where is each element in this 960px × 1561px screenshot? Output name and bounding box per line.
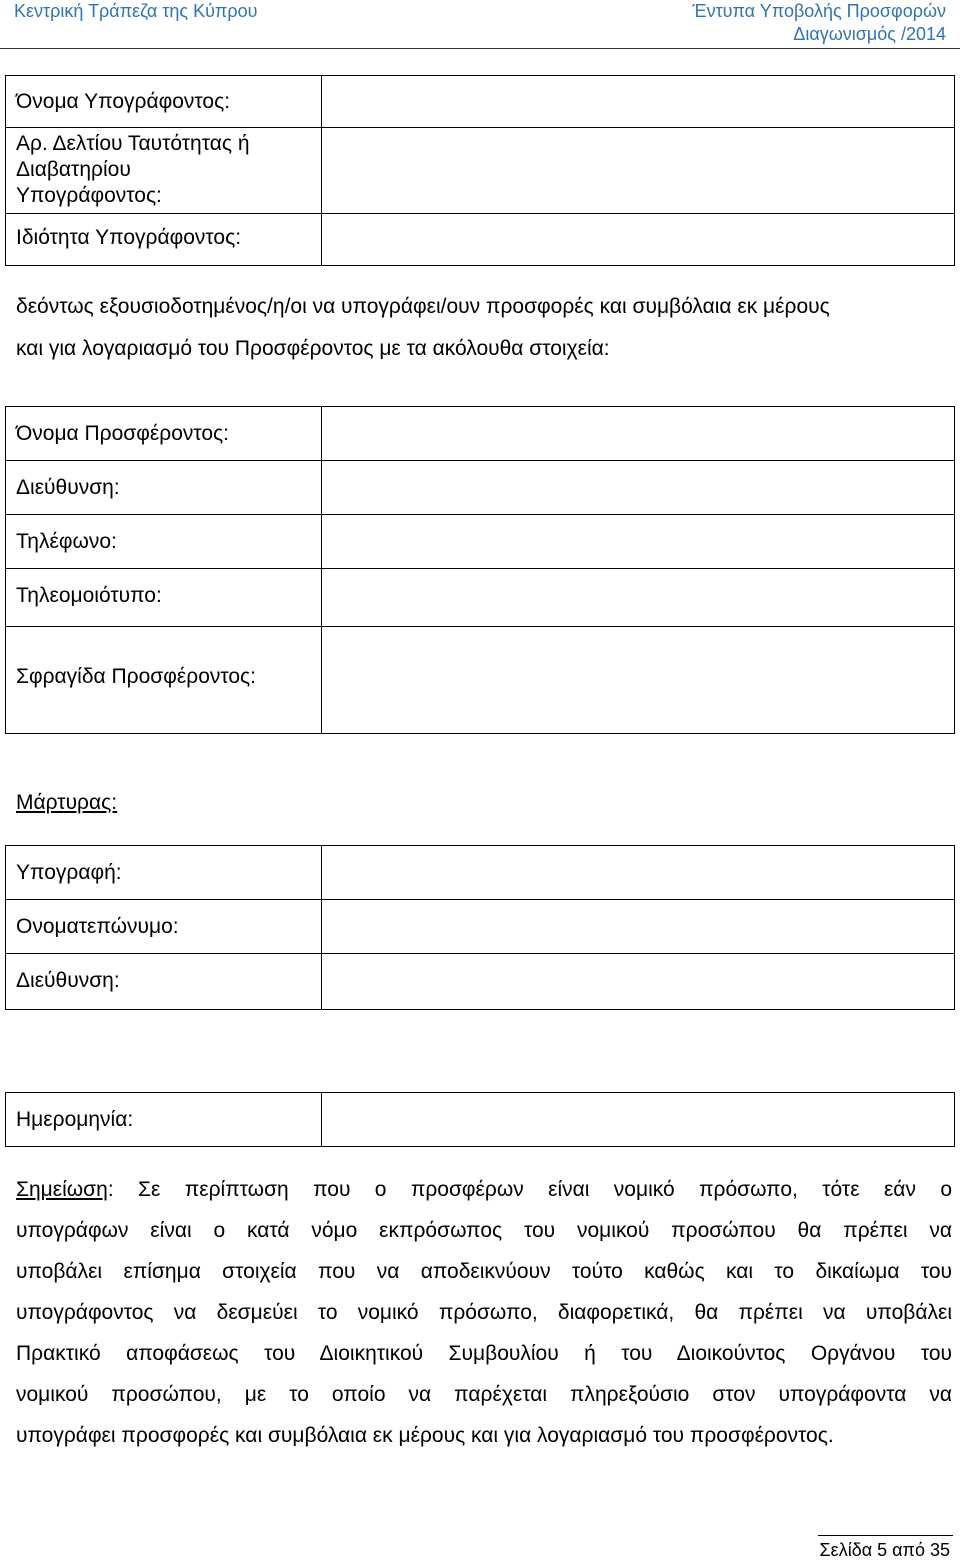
- signatory-table: [5, 75, 955, 266]
- page-number: Σελίδα 5 από 35: [819, 1540, 950, 1560]
- signatory-id-line1: Αρ. Δελτίου Ταυτότητας ή: [16, 132, 250, 155]
- date-table: [5, 1092, 955, 1147]
- bidder-stamp-label: [6, 627, 322, 734]
- witness-signature-field[interactable]: [322, 846, 955, 900]
- bidder-name-label: [6, 407, 322, 461]
- bidder-table: [5, 406, 955, 734]
- note-line-7: υπογράφει προσφορές και συμβόλαια εκ μέρους και για λογαριασμό του προσφέροντος.: [16, 1424, 834, 1447]
- note-line-1: [16, 1169, 952, 1210]
- date-label: [6, 1093, 322, 1147]
- bidder-fax-label: [6, 569, 322, 627]
- witness-table: [5, 845, 955, 1010]
- signatory-id-line3: Υπογράφοντος:: [16, 184, 162, 207]
- signatory-capacity-field[interactable]: [322, 214, 955, 266]
- note-line-4: υπογράφοντος να δεσμεύει το νομικό πρόσωπο, διαφορετικά, θα πρέπει να υποβάλει: [16, 1301, 952, 1324]
- bidder-address-text: Διεύθυνση:: [16, 476, 120, 499]
- signatory-id-label: [6, 128, 322, 214]
- witness-fullname-text: Ονοματεπώνυμο:: [16, 915, 179, 938]
- signatory-id-line2: Διαβατηρίου: [16, 158, 131, 181]
- witness-address-field[interactable]: [322, 954, 955, 1010]
- bidder-phone-label: [6, 515, 322, 569]
- bidder-phone-text: Τηλέφωνο:: [16, 530, 117, 553]
- header-document-title: Έντυπα Υποβολής Προσφορών: [692, 1, 946, 21]
- bidder-stamp-text: Σφραγίδα Προσφέροντος:: [16, 665, 257, 688]
- note-line-2: υπογράφων είναι ο κατά νόμο εκπρόσωπος του νομικού προσώπου θα πρέπει να: [16, 1219, 952, 1242]
- note-paragraph: [16, 1169, 952, 1456]
- header-organization: Κεντρική Τράπεζα της Κύπρου: [14, 1, 258, 21]
- authorization-line-2: και για λογαριασμό του Προσφέροντος με τα ακόλουθα στοιχεία:: [16, 337, 610, 360]
- witness-address-text: Διεύθυνση:: [16, 969, 120, 992]
- bidder-stamp-field[interactable]: [322, 627, 955, 734]
- signatory-name-label: [6, 76, 322, 128]
- note-line-5: Πρακτικό αποφάσεως του Διοικητικού Συμβουλίου ή του Διοικούντος Οργάνου του: [16, 1342, 952, 1365]
- bidder-address-field[interactable]: [322, 461, 955, 515]
- signatory-capacity-text: Ιδιότητα Υπογράφοντος:: [16, 226, 242, 249]
- bidder-name-field[interactable]: [322, 407, 955, 461]
- date-text: Ημερομηνία:: [16, 1108, 134, 1131]
- authorization-line-1: δεόντως εξουσιοδοτημένος/η/οι να υπογράφει/ουν προσφορές και συμβόλαια εκ μέρους: [16, 295, 830, 318]
- signatory-id-field[interactable]: [322, 128, 955, 214]
- bidder-phone-field[interactable]: [322, 515, 955, 569]
- header-tender-ref: Διαγωνισμός /2014: [793, 24, 946, 44]
- witness-heading: Μάρτυρας:: [16, 791, 118, 814]
- bidder-address-label: [6, 461, 322, 515]
- bidder-fax-field[interactable]: [322, 569, 955, 627]
- note-label: Σημείωση: [16, 1178, 108, 1201]
- note-line-1-text: : Σε περίπτωση που ο προσφέρων είναι νομικό πρόσωπο, τότε εάν ο: [107, 1178, 952, 1201]
- header-divider: [0, 48, 960, 49]
- witness-address-label: [6, 954, 322, 1010]
- note-line-6: νομικού προσώπου, με το οποίο να παρέχεται πληρεξούσιο στον υπογράφοντα να: [16, 1383, 952, 1406]
- signatory-name-field[interactable]: [322, 76, 955, 128]
- bidder-name-text: Όνομα Προσφέροντος:: [16, 422, 230, 445]
- witness-signature-text: Υπογραφή:: [16, 861, 122, 884]
- date-field[interactable]: [322, 1093, 955, 1147]
- witness-fullname-label: [6, 900, 322, 954]
- witness-fullname-field[interactable]: [322, 900, 955, 954]
- witness-signature-label: [6, 846, 322, 900]
- note-line-3: υποβάλει επίσημα στοιχεία που να αποδεικνύουν τούτο καθώς και το δικαίωμα του: [16, 1260, 952, 1283]
- bidder-fax-text: Τηλεομοιότυπο:: [16, 584, 162, 607]
- signatory-name-text: Όνομα Υπογράφοντος:: [16, 90, 231, 113]
- signatory-capacity-label: [6, 214, 322, 266]
- footer-divider: [818, 1535, 953, 1536]
